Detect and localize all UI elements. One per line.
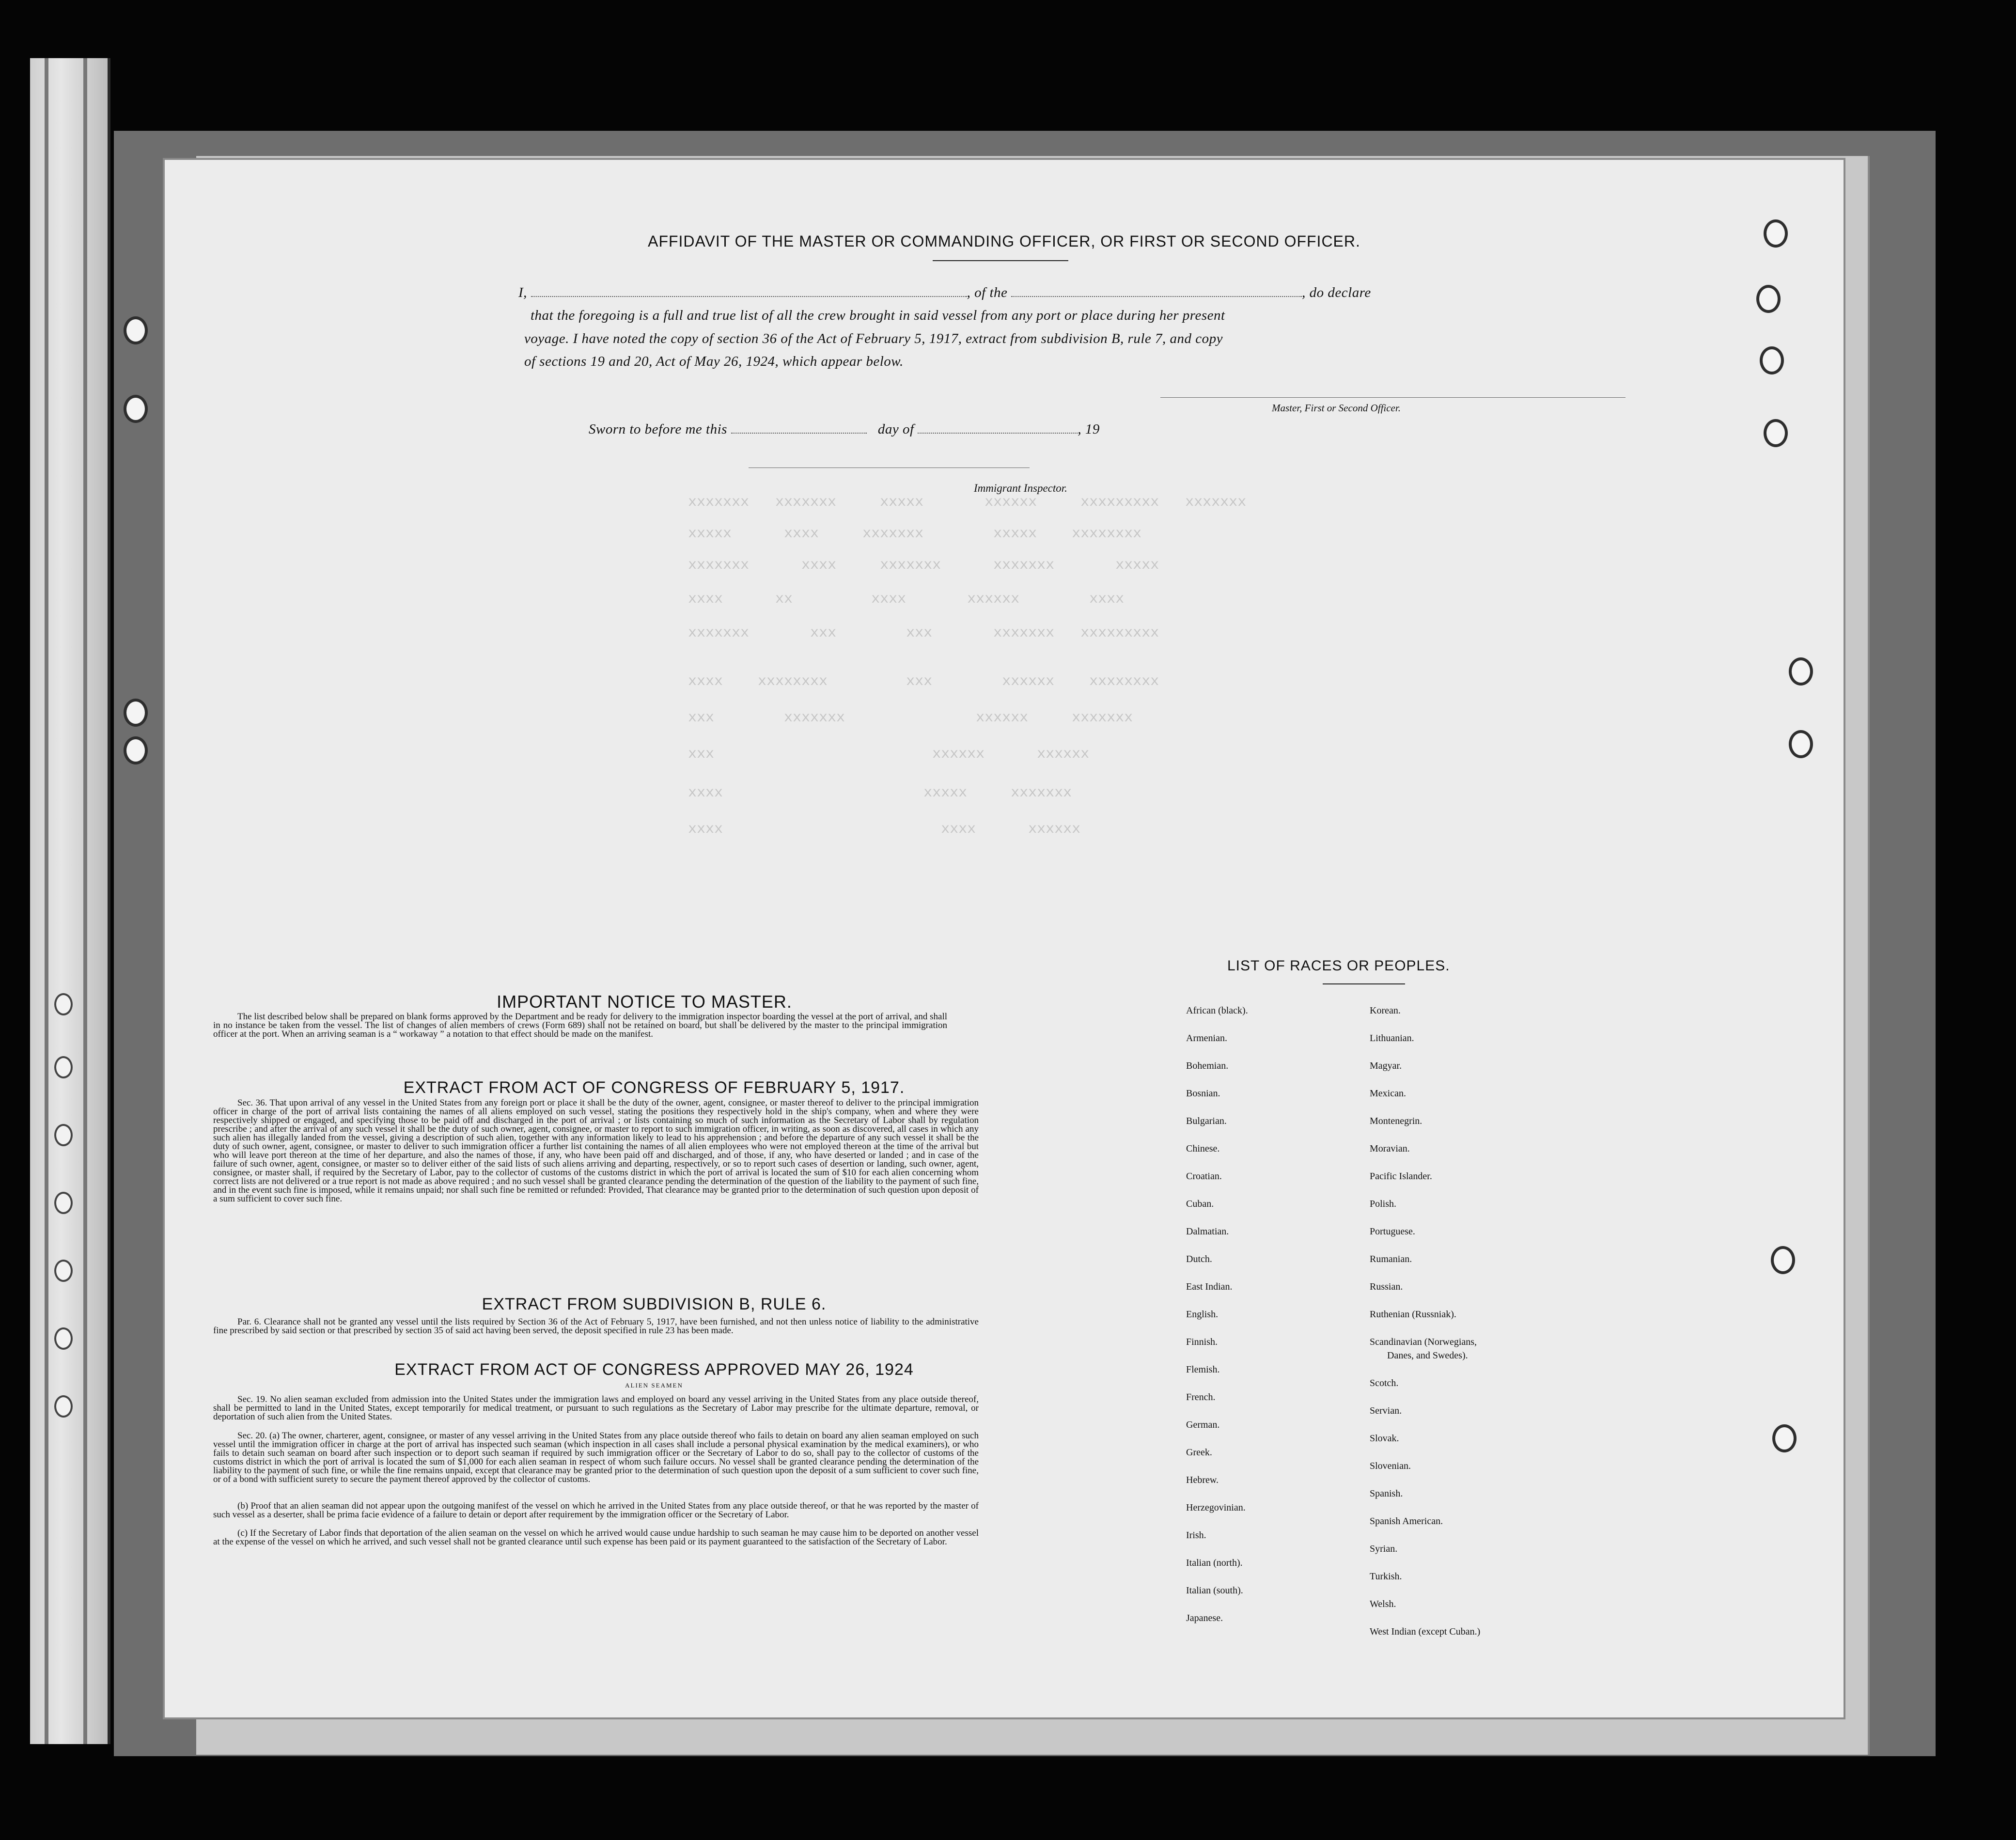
race-item: Cuban.	[1186, 1199, 1214, 1209]
affidavit-i: I,	[518, 285, 527, 300]
affidavit-do-declare: , do declare	[1302, 285, 1371, 300]
binder-hole	[54, 1124, 73, 1146]
race-item: Bosnian.	[1186, 1088, 1220, 1099]
race-item: Spanish.	[1370, 1488, 1403, 1499]
binder-hole	[54, 1260, 73, 1282]
race-item: Croatian.	[1186, 1171, 1222, 1182]
vessel-blank[interactable]	[1011, 296, 1302, 297]
race-item: Finnish.	[1186, 1337, 1218, 1347]
extract-1917-title: EXTRACT FROM ACT OF CONGRESS OF FEBRUARY 5, 1917.	[403, 1078, 905, 1097]
punch-hole	[124, 699, 148, 727]
race-item: French.	[1186, 1392, 1216, 1403]
sec20c-body: (c) If the Secretary of Labor finds that deportation of the alien seaman on the vessel on which he arrived would cause undue hardship to such seaman he may cause him to be deported on another vessel at the expense of the vessel on which he arrived, and such vessel shall not be granted clearance until such expense has been paid or its payment guaranteed to the satisfaction of the Secretary of Labor.	[213, 1528, 979, 1547]
inspector-caption: Immigrant Inspector.	[974, 482, 1067, 494]
sec20b-body: (b) Proof that an alien seaman did not appear upon the outgoing manifest of the vessel on which he arrived in the United States from any place outside thereof, or that he was reported by the master of such vessel as a deserter, shall be prima facie evidence of a failure to detain or deport after requirement by the immigration officer or the Secretary of Labor.	[213, 1501, 979, 1520]
binder-hole	[54, 993, 73, 1015]
race-item: Spanish American.	[1370, 1516, 1443, 1527]
extract-1924-title: EXTRACT FROM ACT OF CONGRESS APPROVED MAY 26, 1924	[394, 1360, 914, 1379]
alien-seamen-subtitle: ALIEN SEAMEN	[625, 1382, 683, 1389]
affidavit-of-the: , of the	[967, 285, 1008, 300]
race-item: Hebrew.	[1186, 1475, 1219, 1485]
sworn-year: , 19	[1078, 421, 1100, 437]
notice-body: The list described below shall be prepared on blank forms approved by the Department and be ready for delivery to the immigration inspector boarding the vessel at the port of arrival, and shall in no instance be taken from the vessel. The list of changes of alien members of crews (Form 689) shall not be retained on board, but shall be delivered by the master to the principal immigration officer at the port. When an arriving seaman is a “ workaway ” a notation to that effect should be made on the manifest.	[213, 1012, 947, 1039]
race-item: Irish.	[1186, 1530, 1206, 1541]
affidavit-line-2: that the foregoing is a full and true list of all the crew brought in said vessel from any port or place during her present	[531, 308, 1225, 323]
sworn-day-blank[interactable]	[731, 432, 867, 434]
title-divider	[933, 260, 1068, 261]
affidavit-line-3: voyage. I have noted the copy of section 36 of the Act of February 5, 1917, extract from subdivision B, rule 7, and copy	[524, 331, 1223, 346]
bleed-through-row: xxxxx xxxxxxx xxxxxxx xxxx xxxxxxx	[688, 557, 1159, 574]
race-item: Turkish.	[1370, 1571, 1402, 1582]
race-item: Servian.	[1370, 1405, 1402, 1416]
punch-hole	[124, 395, 148, 423]
race-item: Russian.	[1370, 1281, 1403, 1292]
sworn-line	[589, 421, 1100, 437]
race-item: Ruthenian (Russniak).	[1370, 1309, 1456, 1320]
punch-hole	[1764, 419, 1788, 447]
punch-hole	[1760, 346, 1784, 374]
sec20a-body: Sec. 20. (a) The owner, charterer, agent, consignee, or master of any vessel arriving in the United States from any place outside thereof who fails to detain on board any alien seaman employed on such vessel until the immigration officer in charge at the port of arrival has inspected such seaman (which inspection in all cases shall include a personal physical examination by the medical examiners), or who fails to detain such seaman on board after such inspection or to deport such seaman if required by such immigration officer or the Secretary of Labor to do so, shall pay to the collector of customs of the customs district in which the port of arrival is located the sum of $1,000 for each alien seaman in respect of whom such failure occurs. No vessel shall be granted clearance pending the determination of the liability to the payment of such fine, or while the fine remains unpaid, except that clearance may be granted prior to the determination of such question upon the deposit of a sum sufficient to cover such fine, or of a bond with sufficient surety to secure the payment thereof approved by the collector of customs.	[213, 1431, 979, 1484]
race-item: Magyar.	[1370, 1060, 1402, 1071]
race-item: Italian (north).	[1186, 1558, 1243, 1568]
affidavit-line-4: of sections 19 and 20, Act of May 26, 1924, which appear below.	[524, 354, 904, 369]
race-item: Moravian.	[1370, 1143, 1410, 1154]
sec19-body: Sec. 19. No alien seaman excluded from admission into the United States under the immigration laws and employed on board any vessel arriving in the United States from any place outside thereof, shall be permitted to land in the United States, except temporarily for medical treatment, or pursuant to such regulations as the Secretary of Labor may prescribe for the ultimate departure, removal, or deportation of such alien from the United States.	[213, 1394, 979, 1422]
races-divider	[1323, 983, 1405, 984]
race-item: Bohemian.	[1186, 1060, 1229, 1071]
signature-line[interactable]	[1160, 397, 1625, 398]
race-item: Portuguese.	[1370, 1226, 1415, 1237]
punch-hole	[1789, 730, 1813, 758]
bleed-through-row: xxxxxxx xxxxxxxxx xxxxxx xxxxx xxxxxxx xxxxxxx	[688, 494, 1247, 511]
name-blank[interactable]	[531, 296, 967, 297]
bleed-through-row: xxxx xxxxxx xxxx xx xxxx	[688, 591, 1125, 608]
rule6-title: EXTRACT FROM SUBDIVISION B, RULE 6.	[482, 1295, 827, 1313]
race-item: German.	[1186, 1419, 1220, 1430]
sworn-day-of: day of	[877, 421, 914, 437]
punch-hole	[1756, 285, 1781, 313]
race-item: Chinese.	[1186, 1143, 1220, 1154]
affidavit-line-1	[518, 285, 1371, 301]
punch-hole	[1789, 657, 1813, 686]
punch-hole	[124, 736, 148, 764]
bleed-through-row: xxxxxxx xxxxx xxxx	[688, 785, 1072, 801]
punch-hole	[1772, 1424, 1797, 1452]
race-item: Flemish.	[1186, 1364, 1220, 1375]
race-item: Dutch.	[1186, 1254, 1212, 1264]
race-item: West Indian (except Cuban.)	[1370, 1626, 1481, 1637]
race-item: African (black).	[1186, 1005, 1248, 1016]
binder-hole	[54, 1395, 73, 1418]
race-item: Dalmatian.	[1186, 1226, 1229, 1237]
race-item: Herzegovinian.	[1186, 1502, 1246, 1513]
binder-hole	[54, 1327, 73, 1350]
binder-edge	[83, 58, 87, 1744]
race-item: Polish.	[1370, 1199, 1397, 1209]
race-item: Korean.	[1370, 1005, 1401, 1016]
rule6-body: Par. 6. Clearance shall not be granted any vessel until the lists required by Section 36 of the Act of February 5, 1917, have been furnished, and not then unless notice of liability to the administrative fine prescribed by said section or that prescribed by section 35 of said act having been served, the deposit specified in rule 23 has been made.	[213, 1317, 979, 1336]
sworn-text: Sworn to before me this	[589, 421, 727, 437]
race-item: Bulgarian.	[1186, 1116, 1227, 1126]
races-title: LIST OF RACES OR PEOPLES.	[1227, 958, 1450, 974]
race-item: Syrian.	[1370, 1544, 1398, 1554]
race-item: Rumanian.	[1370, 1254, 1412, 1264]
race-item: Danes, and Swedes).	[1387, 1350, 1468, 1361]
race-item: East Indian.	[1186, 1281, 1233, 1292]
race-item: Japanese.	[1186, 1613, 1223, 1623]
bleed-through-row: xxxxxxxxx xxxxxxx xxx xxx xxxxxxx	[688, 625, 1159, 641]
race-item: Lithuanian.	[1370, 1033, 1414, 1044]
binder-hole	[54, 1056, 73, 1078]
binder-hole	[54, 1192, 73, 1214]
signature-caption: Master, First or Second Officer.	[1272, 402, 1401, 414]
sworn-month-blank[interactable]	[918, 432, 1078, 434]
race-item: Armenian.	[1186, 1033, 1227, 1044]
bleed-through-row: xxxxxx xxxx xxxx	[688, 821, 1081, 838]
extract-1917-body: Sec. 36. That upon arrival of any vessel in the United States from any foreign port or place it shall be the duty of the owner, agent, consignee, or master thereof to deliver to the principal immigration officer in charge of the port of arrival lists containing the names of all aliens employed on such vessel, stating the positions they respectively hold in the ship's company, when and where they were respectively shipped or engaged, and specifying those to be paid off and discharged in the port of arrival ; or lists containing so much of such information as the Secretary of Labor shall by regulation prescribe ; and after the arrival of any such vessel it shall be the duty of such owner, agent, consignee, or master to report to such immigration officer, in writing, as soon as discovered, all cases in which any such alien has illegally landed from the vessel, giving a description of such alien, together with any information likely to lead to his apprehension ; and before the departure of any such vessel it shall be the duty of such owner, agent, consignee, or master to deliver to such immigration officer a further list containing the names of all alien employees who were not employed thereon at the time of the arrival but who will leave port thereon at the time of her departure, and also the names of those, if any, who have been paid off and discharged, and of those, if any, who have deserted or landed ; and in case of the failure of such owner, agent, consignee, or master so to deliver either of the said lists of such aliens arriving and departing, respectively, or so to report such cases of desertion or landing, such owner, agent, consignee, or master shall, if required by the Secretary of Labor, pay to the collector of customs of the customs district in which the port of arrival is located the sum of $10 for each alien concerning whom correct lists are not delivered or a true report is not made as above required ; and no such vessel shall be granted clearance pending the determination of the question of the liability to the payment of such fine, and in the event such fine is imposed, while it remains unpaid; nor shall such fine be remitted or refunded: Provided, That clearance may be granted prior to the determination of such question upon deposit of a sum sufficient to cover such fine.	[213, 1098, 979, 1204]
race-item: Slovenian.	[1370, 1461, 1411, 1471]
form-page	[165, 160, 1844, 1717]
bleed-through-row: xxxxxxxx xxxxxx xxx xxxxxxxx xxxx	[688, 673, 1159, 690]
bleed-through-row: xxxxxxx xxxxxx xxxxxxx xxx	[688, 710, 1133, 726]
race-item: Pacific Islander.	[1370, 1171, 1432, 1182]
notice-title: IMPORTANT NOTICE TO MASTER.	[497, 992, 792, 1012]
race-item: Slovak.	[1370, 1433, 1399, 1444]
binder-edge	[45, 58, 48, 1744]
race-item: Italian (south).	[1186, 1585, 1243, 1596]
bleed-through-row: xxxxxx xxxxxx xxx	[688, 746, 1090, 763]
punch-hole	[124, 316, 148, 344]
race-item: English.	[1186, 1309, 1219, 1320]
race-item: Greek.	[1186, 1447, 1212, 1458]
punch-hole	[1771, 1246, 1795, 1274]
affidavit-title: AFFIDAVIT OF THE MASTER OR COMMANDING OFFICER, OR FIRST OR SECOND OFFICER.	[648, 233, 1360, 250]
race-item: Welsh.	[1370, 1599, 1396, 1609]
binder-strip	[30, 58, 110, 1744]
race-item: Scotch.	[1370, 1378, 1399, 1388]
race-item: Mexican.	[1370, 1088, 1406, 1099]
race-item: Scandinavian (Norwegians,	[1370, 1337, 1477, 1347]
race-item: Montenegrin.	[1370, 1116, 1422, 1126]
bleed-through-row: xxxxxxxx xxxxx xxxxxxx xxxx xxxxx	[688, 526, 1142, 542]
